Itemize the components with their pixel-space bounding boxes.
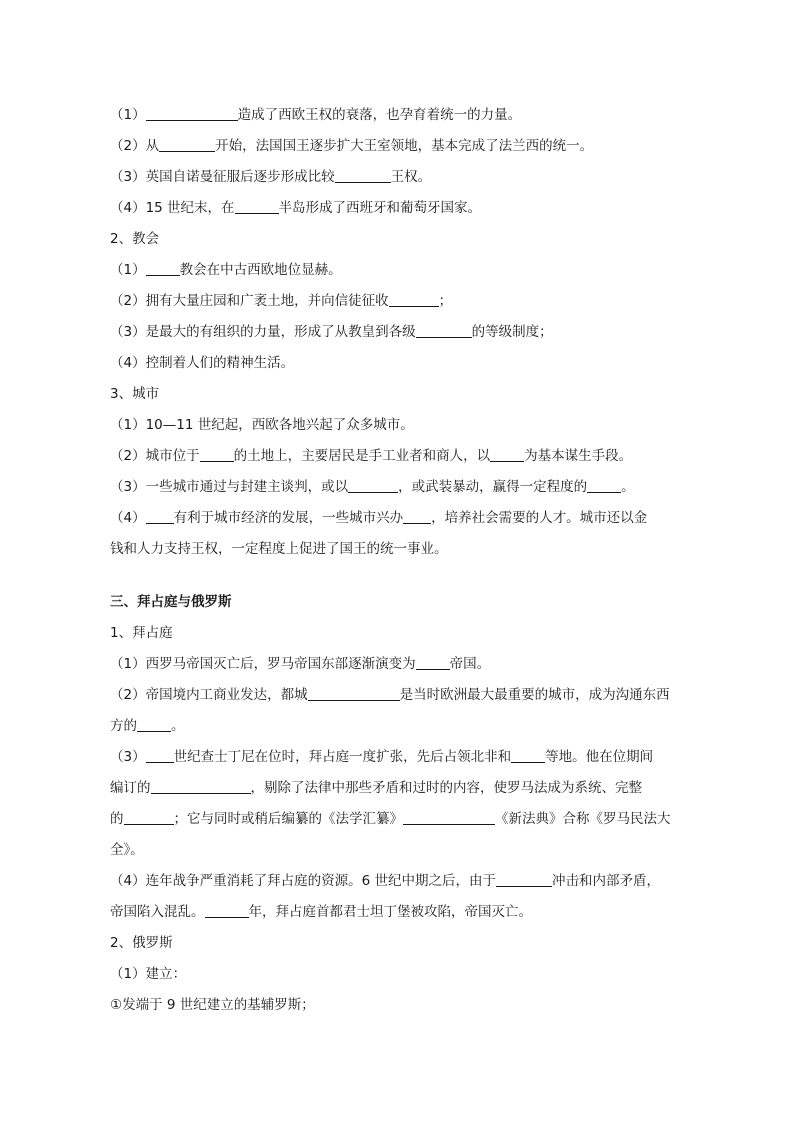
- answer-blank[interactable]: [200, 446, 234, 462]
- answer-blank[interactable]: [587, 477, 621, 493]
- answer-blank[interactable]: [416, 322, 472, 338]
- answer-blank[interactable]: [348, 477, 398, 493]
- answer-blank[interactable]: [205, 902, 249, 918]
- byzantium-item-4: （4）连年战争严重消耗了拜占庭的资源。6 世纪中期之后，由于 冲击和内部矛盾， 帝国陷入混乱。 年，拜占庭首都君士坦丁堡被攻陷，帝国灭亡。: [110, 873, 660, 920]
- subsection-title-church: 2、教会: [110, 231, 160, 247]
- city-item-1: （1）10—11 世纪起，西欧各地兴起了众多城市。: [110, 417, 414, 433]
- item-france-unification: （2）从 开始，法国国王逐步扩大王室领地，基本完成了法兰西的统一。: [110, 138, 594, 154]
- russia-item-1-1: ①发端于 9 世纪建立的基辅罗斯；: [110, 997, 315, 1013]
- item-iberia: （4）15 世纪末，在 半岛形成了西班牙和葡萄牙国家。: [110, 200, 482, 216]
- city-item-3: （3）一些城市通过与封建主谈判，或以 ，或武装暴动，赢得一定程度的 。: [110, 479, 635, 495]
- item-england-royal-power: （3）英国自诺曼征服后逐步形成比较 王权。: [110, 169, 432, 185]
- byzantium-item-2: （2）帝国境内工商业发达，都城 是当时欧洲最大最重要的城市，成为沟通东西 方的 。: [110, 687, 670, 734]
- answer-blank[interactable]: [146, 508, 174, 524]
- church-item-2: （2）拥有大量庄园和广袤土地，并向信徒征收 ；: [110, 293, 453, 309]
- answer-blank[interactable]: [137, 716, 171, 732]
- subsection-title-byzantium: 1、拜占庭: [110, 625, 173, 641]
- answer-blank[interactable]: [335, 167, 391, 183]
- answer-blank[interactable]: [159, 136, 215, 152]
- answer-blank[interactable]: [124, 809, 174, 825]
- russia-item-1: （1）建立：: [110, 966, 187, 982]
- answer-blank[interactable]: [496, 871, 552, 887]
- answer-blank[interactable]: [151, 778, 251, 794]
- item-feudal-fragmentation: （1） 造成了西欧王权的衰落，也孕育着统一的力量。: [110, 107, 522, 123]
- answer-blank[interactable]: [403, 809, 495, 825]
- answer-blank[interactable]: [146, 260, 180, 276]
- byzantium-item-1: （1）西罗马帝国灭亡后，罗马帝国东部逐渐演变为 帝国。: [110, 656, 491, 672]
- answer-blank[interactable]: [416, 654, 450, 670]
- subsection-title-russia: 2、俄罗斯: [110, 935, 173, 951]
- answer-blank[interactable]: [146, 747, 174, 763]
- church-item-4: （4）控制着人们的精神生活。: [110, 355, 295, 371]
- answer-blank[interactable]: [490, 446, 524, 462]
- document-page: [110, 100, 694, 1021]
- byzantium-item-3: （3） 世纪查士丁尼在位时，拜占庭一度扩张，先后占领北非和 等地。他在位期间 编订的 ，剔除了法律中那些矛盾和过时的内容，使罗马法成为系统、完整 的 ；它与同时或稍后编纂的《法学汇纂》 《新法典》合称《罗马民法大 全》。: [110, 749, 671, 858]
- answer-blank[interactable]: [146, 105, 238, 121]
- answer-blank[interactable]: [308, 685, 400, 701]
- church-item-1: （1） 教会在中古西欧地位显赫。: [110, 262, 342, 278]
- answer-blank[interactable]: [403, 508, 431, 524]
- city-item-4: （4） 有利于城市经济的发展，一些城市兴办 ，培养社会需要的人才。城市还以金 钱和人力支持王权，一定程度上促进了国王的统一事业。: [110, 510, 648, 557]
- church-item-3: （3）是最大的有组织的力量，形成了从教皇到各级 的等级制度；: [110, 324, 553, 340]
- subsection-title-city: 3、城市: [110, 386, 160, 402]
- city-item-2: （2）城市位于 的土地上，主要居民是手工业者和商人，以 为基本谋生手段。: [110, 448, 633, 464]
- answer-blank[interactable]: [235, 198, 279, 214]
- answer-blank[interactable]: [389, 291, 439, 307]
- answer-blank[interactable]: [511, 747, 545, 763]
- section-heading-byzantium-russia: 三、拜占庭与俄罗斯: [110, 594, 232, 610]
